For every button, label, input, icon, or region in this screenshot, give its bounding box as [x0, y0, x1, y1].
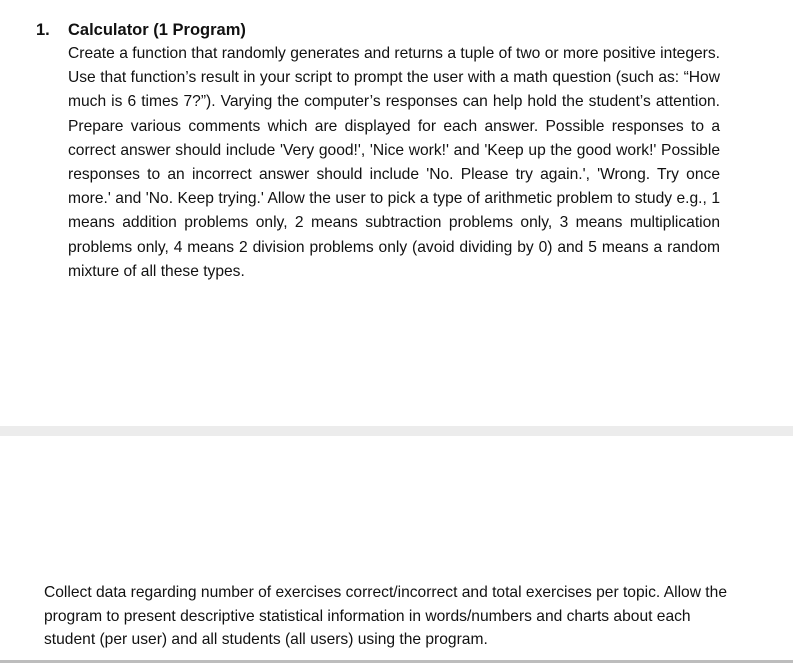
- item-description: Create a function that randomly generates and returns a tuple of two or more positive integers. Use that function’s result in your script to prompt the user with a math question (such as: “How much is 6 times 7?”). Varying the computer’s responses can help hold the student’s attention. Prepare various comments which are displayed for each answer. Possible responses to a correct answer should include 'Very good!', 'Nice work!' and 'Keep up the good work!' Possible responses to an incorrect answer should include 'No. Please try again.', 'Wrong. Try once more.' and 'No. Keep trying.' Allow the user to pick a type of arithmetic problem to study e.g., 1 means addition problems only, 2 means subtraction problems only, 3 means multiplication problems only, 4 means 2 division problems only (avoid dividing by 0) and 5 means a random mixture of all these types.: [68, 45, 720, 280]
- continuation-paragraph: Collect data regarding number of exercises correct/incorrect and total exercises per topic. Allow the program to present descriptive statistical information in words/numbers and charts about each student (per user) and all students (all users) using the program.: [44, 584, 727, 648]
- page-break-divider: [0, 426, 793, 436]
- document-page-bottom: [0, 436, 793, 660]
- item-title: Calculator (1 Program): [68, 21, 246, 39]
- item-number: 1.: [36, 21, 50, 39]
